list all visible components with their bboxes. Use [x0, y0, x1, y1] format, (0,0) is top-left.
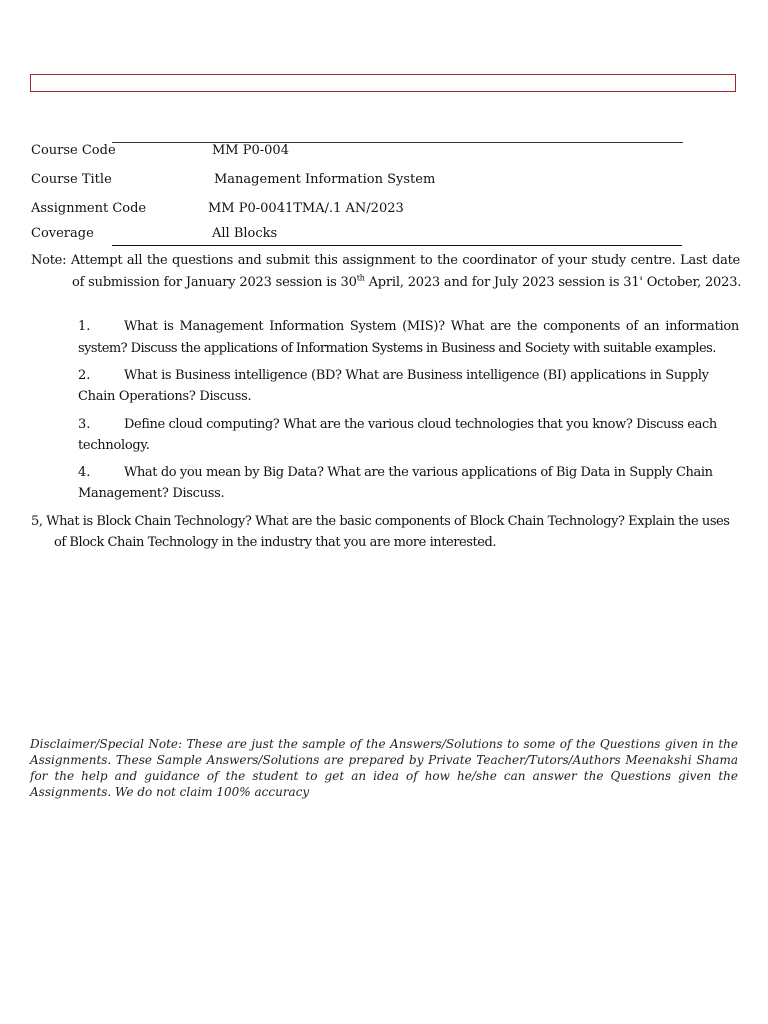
- course-code-value: MM P0-004: [212, 143, 289, 158]
- course-title-label: Course Title: [31, 172, 112, 187]
- note-superscript: th: [356, 273, 365, 283]
- question-3-number: 3.: [78, 417, 91, 432]
- question-4-line-1: What do you mean by Big Data? What are the various applications of Big Data in Supply Chain: [124, 465, 713, 480]
- note-line-1: Note: Attempt all the questions and submit this assignment to the coordinator of your study centre. Last date: [31, 253, 740, 268]
- disclaimer-note: Disclaimer/Special Note: These are just the sample of the Answers/Solutions to some of the Questions given in the Assignments. These Sample Answers/Solutions are prepared by Private Teacher/Tutors/Authors Meenakshi Shama for the help and guidance of the student to get an idea of how he/she can answer the Questions given the Assignments. We do not claim 100% accuracy: [30, 737, 738, 799]
- assignment-code-label: Assignment Code: [31, 201, 147, 216]
- note-line-2: of submission for January 2023 session is 30th April, 2023 and for July 2023 session is 31' October, 2023.: [72, 273, 742, 290]
- question-5-line-1: 5, What is Block Chain Technology? What are the basic components of Block Chain Technology? Explain the uses: [31, 514, 730, 529]
- assignment-code-value: MM P0-0041TMA/.1 AN/2023: [208, 201, 404, 216]
- coverage-label: Coverage: [31, 226, 94, 241]
- table-bottom-rule: [112, 245, 682, 246]
- course-code-label: Course Code: [31, 143, 116, 158]
- question-4-line-2: Management? Discuss.: [78, 486, 225, 501]
- question-1-line-2: system? Discuss the applications of Information Systems in Business and Society with suitable examples.: [78, 341, 716, 356]
- question-3-line-2: technology.: [78, 438, 150, 453]
- table-top-rule: [112, 142, 683, 143]
- question-5-line-2: of Block Chain Technology in the industry that you are more interested.: [54, 535, 497, 550]
- course-title-value: Management Information System: [214, 172, 436, 187]
- coverage-value: All Blocks: [212, 226, 278, 241]
- question-1-number: 1.: [78, 319, 91, 334]
- question-2-number: 2.: [78, 368, 91, 383]
- question-4-number: 4.: [78, 465, 91, 480]
- header-box: [30, 74, 736, 92]
- question-3-line-1: Define cloud computing? What are the various cloud technologies that you know? Discuss each: [124, 417, 717, 432]
- question-2-line-2: Chain Operations? Discuss.: [78, 389, 252, 404]
- question-2-line-1: What is Business intelligence (BD? What are Business intelligence (BI) applications in Supply: [124, 368, 709, 383]
- question-1-line-1: What is Management Information System (MIS)? What are the components of an information: [124, 319, 739, 334]
